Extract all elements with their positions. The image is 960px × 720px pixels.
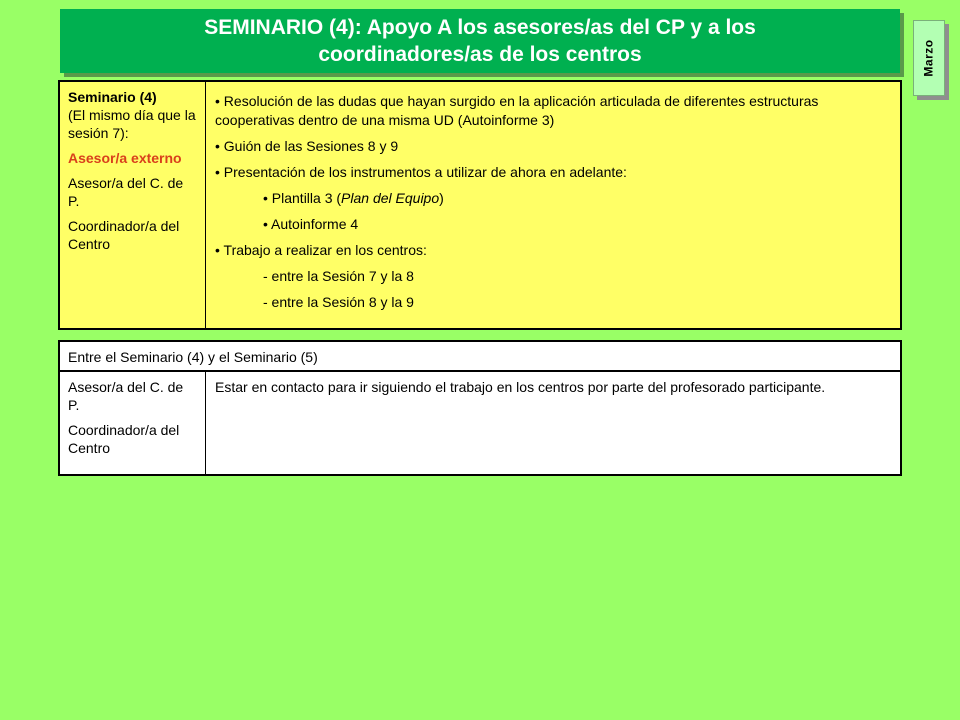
agenda-item-3: • Presentación de los instrumentos a utilizar de ahora en adelante: bbox=[215, 164, 627, 180]
seminar-subheading: (El mismo día que la sesión 7): bbox=[68, 107, 196, 141]
seminar-box bbox=[58, 80, 902, 330]
agenda-item-4: • Trabajo a realizar en los centros: bbox=[215, 242, 427, 258]
interval-description bbox=[207, 372, 900, 474]
title-banner bbox=[60, 9, 900, 73]
interval-role-cp-advisor: Asesor/a del C. de P. bbox=[68, 379, 184, 413]
month-tag bbox=[913, 20, 945, 96]
interval-header-box bbox=[58, 340, 902, 372]
external-advisor-label: Asesor/a externo bbox=[68, 150, 182, 166]
interval-participants bbox=[60, 372, 206, 474]
role-coordinator: Coordinador/a del Centro bbox=[68, 218, 180, 252]
subitem-1-prefix: • Plantilla 3 ( bbox=[263, 190, 342, 206]
agenda-dash-2: - entre la Sesión 8 y la 9 bbox=[263, 294, 414, 310]
page-title: SEMINARIO (4): Apoyo A los asesores/as del CP y a los coordinadores/as de los centros bbox=[204, 16, 756, 66]
subitem-1-italic: Plan del Equipo bbox=[341, 190, 440, 206]
interval-role-coordinator: Coordinador/a del Centro bbox=[68, 422, 180, 456]
seminar-participants bbox=[60, 82, 206, 328]
agenda-subitem-2: • Autoinforme 4 bbox=[263, 216, 359, 232]
agenda-subitem-1 bbox=[215, 189, 892, 208]
subitem-1-suffix: ) bbox=[439, 190, 444, 206]
interval-box bbox=[58, 370, 902, 476]
role-cp-advisor: Asesor/a del C. de P. bbox=[68, 175, 184, 209]
agenda-item-2: • Guión de las Sesiones 8 y 9 bbox=[215, 138, 399, 154]
month-label: Marzo bbox=[922, 39, 937, 77]
agenda-item-1: • Resolución de las dudas que hayan surgido en la aplicación articulada de diferentes estructuras cooperativas dentro de una misma UD (Autoinforme 3) bbox=[215, 93, 819, 128]
seminar-heading: Seminario (4) bbox=[68, 89, 157, 105]
agenda-dash-1: - entre la Sesión 7 y la 8 bbox=[263, 268, 414, 284]
seminar-agenda bbox=[207, 82, 900, 328]
interval-text: Estar en contacto para ir siguiendo el trabajo en los centros por parte del profesorado participante. bbox=[215, 379, 826, 395]
interval-header: Entre el Seminario (4) y el Seminario (5) bbox=[68, 349, 318, 365]
